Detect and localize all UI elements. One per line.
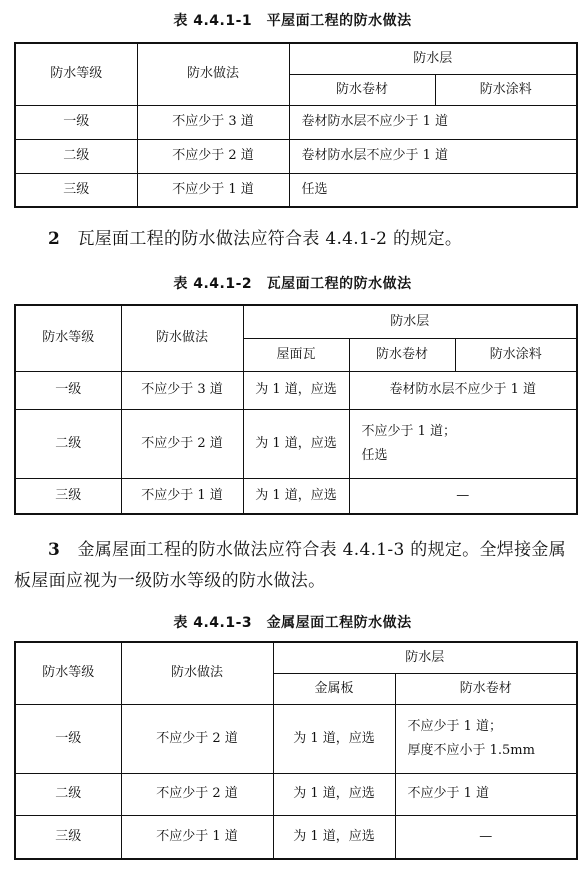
table3-cell-grade: 一级 — [15, 704, 121, 773]
table2-header-coating: 防水涂料 — [455, 338, 577, 371]
table3-cell-metal: 为 1 道，应选 — [273, 773, 395, 815]
paragraph-3 — [14, 535, 574, 597]
table2-header-method: 防水做法 — [121, 305, 243, 371]
table3-cell-method: 不应少于 2 道 — [121, 704, 273, 773]
table3-cell-grade: 三级 — [15, 815, 121, 859]
table2-cell-grade: 一级 — [15, 371, 121, 409]
table2-cell-tile: 为 1 道，应选 — [243, 371, 349, 409]
table3-cell-method: 不应少于 1 道 — [121, 815, 273, 859]
table1-cell-grade: 二级 — [15, 139, 137, 173]
table2-cell-method: 不应少于 3 道 — [121, 371, 243, 409]
table2-cell-other — [349, 409, 577, 478]
table3-cell-method: 不应少于 2 道 — [121, 773, 273, 815]
table1-header-coating: 防水涂料 — [435, 74, 577, 105]
table2-header-tile: 屋面瓦 — [243, 338, 349, 371]
table2-cell-tile: 为 1 道，应选 — [243, 478, 349, 514]
table3 — [14, 641, 578, 860]
table2-cell-method: 不应少于 2 道 — [121, 409, 243, 478]
table3-header-grade: 防水等级 — [15, 642, 121, 704]
table1-cell-method: 不应少于 3 道 — [137, 105, 289, 139]
table1-cell-grade: 一级 — [15, 105, 137, 139]
table1-cell-layer: 卷材防水层不应少于 1 道 — [289, 139, 577, 173]
paragraph-number: 3 — [48, 540, 61, 560]
table-row — [15, 105, 577, 139]
table-row — [15, 704, 577, 773]
table2-caption: 表 4.4.1-2 瓦屋面工程的防水做法 — [173, 276, 412, 292]
table3-cell-membrane — [395, 815, 577, 859]
table3-cell-membrane-line1: 不应少于 1 道； — [407, 718, 503, 734]
table3-cell-grade: 二级 — [15, 773, 121, 815]
paragraph-2 — [14, 224, 574, 255]
table3-caption: 表 4.4.1-3 金属屋面工程防水做法 — [173, 615, 412, 631]
table1-cell-layer: 卷材防水层不应少于 1 道 — [289, 105, 577, 139]
table-row — [15, 478, 577, 514]
table2-cell-other — [349, 478, 577, 514]
paragraph-text: 瓦屋面工程的防水做法应符合表 4.4.1-2 的规定。 — [77, 229, 463, 249]
table2 — [14, 304, 578, 515]
table2-cell-tile: 为 1 道，应选 — [243, 409, 349, 478]
table-row — [15, 815, 577, 859]
paragraph-text: 金属屋面工程的防水做法应符合表 4.4.1-3 的规定。全焊接金属板屋面应视为一级防水等级的防水做法。 — [14, 540, 566, 591]
table3-cell-membrane — [395, 773, 577, 815]
table1-header-membrane: 防水卷材 — [289, 74, 435, 105]
table-row — [15, 409, 577, 478]
table2-header-layer: 防水层 — [243, 305, 577, 338]
table2-cell-other-line2: 任选 — [361, 447, 388, 463]
table2-cell-other-line1: 卷材防水层不应少于 1 道 — [389, 382, 537, 397]
table1-caption: 表 4.4.1-1 平屋面工程的防水做法 — [173, 13, 412, 29]
table2-cell-other-line1: 不应少于 1 道； — [361, 423, 457, 439]
table1-cell-method: 不应少于 2 道 — [137, 139, 289, 173]
table3-header-metal: 金属板 — [273, 673, 395, 704]
table3-header-layer: 防水层 — [273, 642, 577, 673]
table1-cell-grade: 三级 — [15, 173, 137, 207]
table3-cell-membrane-line2: 厚度不应小于 1.5mm — [407, 742, 535, 758]
table3-cell-membrane-line1: 不应少于 1 道 — [407, 786, 490, 801]
table3-cell-membrane — [395, 704, 577, 773]
paragraph-number: 2 — [48, 229, 61, 249]
table2-header-grade: 防水等级 — [15, 305, 121, 371]
table-row — [15, 371, 577, 409]
table2-cell-grade: 二级 — [15, 409, 121, 478]
table-row — [15, 139, 577, 173]
table2-header-membrane: 防水卷材 — [349, 338, 455, 371]
table2-cell-method: 不应少于 1 道 — [121, 478, 243, 514]
table2-cell-grade: 三级 — [15, 478, 121, 514]
table1-cell-layer: 任选 — [289, 173, 577, 207]
table1 — [14, 42, 578, 208]
table-row — [15, 173, 577, 207]
table1-header-grade: 防水等级 — [15, 43, 137, 105]
table-row — [15, 773, 577, 815]
table3-cell-membrane-line1: — — [479, 828, 493, 844]
table2-cell-other-line1: — — [456, 487, 470, 503]
table3-cell-metal: 为 1 道，应选 — [273, 815, 395, 859]
table3-cell-metal: 为 1 道，应选 — [273, 704, 395, 773]
table3-header-membrane: 防水卷材 — [395, 673, 577, 704]
table3-header-method: 防水做法 — [121, 642, 273, 704]
table1-header-layer: 防水层 — [289, 43, 577, 74]
table2-cell-other — [349, 371, 577, 409]
table1-cell-method: 不应少于 1 道 — [137, 173, 289, 207]
table1-header-method: 防水做法 — [137, 43, 289, 105]
